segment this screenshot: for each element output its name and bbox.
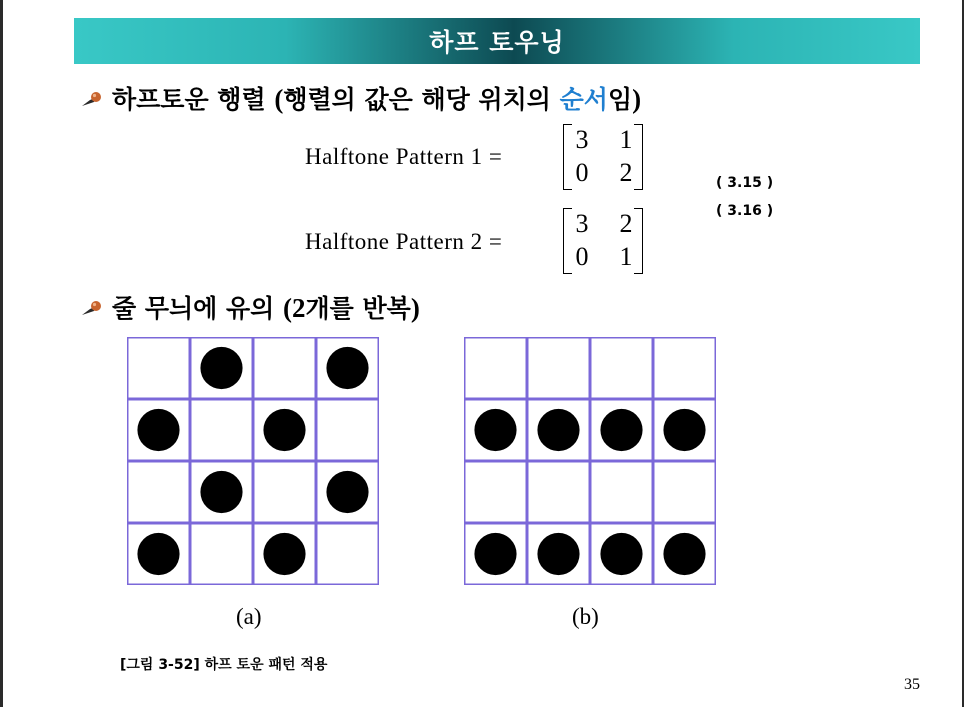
grid-cell — [128, 462, 190, 523]
halftone-grid-b — [464, 337, 716, 585]
heading-text: 줄 무늬에 유의 — [112, 294, 284, 323]
heading-text-end: 임 — [607, 85, 633, 114]
halftone-dot — [537, 533, 579, 575]
equation-2-number: ( 3.16 ) — [716, 203, 774, 219]
matrix-cell: 0 — [575, 158, 589, 187]
heading-accent-word: 순서 — [559, 85, 608, 114]
figure-caption: [그림 3-52] 하프 토운 패턴 적용 — [120, 657, 328, 673]
halftone-dot — [137, 533, 179, 575]
grid-cell — [465, 338, 527, 399]
halftone-dot — [200, 347, 242, 389]
halftone-dot — [263, 409, 305, 451]
matrix-cell: 1 — [619, 125, 633, 154]
matrix-cell: 1 — [619, 242, 633, 271]
grid-cell — [191, 524, 253, 585]
grid-cell — [654, 338, 716, 399]
heading-paren-open: ( — [283, 293, 293, 323]
bullet-pin-icon — [80, 297, 106, 319]
halftone-dot — [474, 533, 516, 575]
halftone-dot — [663, 533, 705, 575]
halftone-dot — [663, 409, 705, 451]
halftone-dot — [137, 409, 179, 451]
slide-title-bar — [74, 18, 920, 64]
heading-number: 2 — [292, 293, 306, 323]
equation-1-label: Halftone Pattern 1 = — [305, 144, 503, 169]
grid-cell — [317, 400, 379, 461]
grid-cell — [528, 462, 590, 523]
halftone-dot — [600, 409, 642, 451]
matrix-cell: 3 — [575, 209, 589, 238]
heading-text: 하프토운 행렬 — [112, 85, 275, 114]
grid-cell — [128, 338, 190, 399]
grid-cell — [591, 462, 653, 523]
equation-1-matrix — [563, 124, 643, 190]
page-number: 35 — [904, 676, 920, 693]
grid-cell — [465, 462, 527, 523]
matrix-cell: 3 — [575, 125, 589, 154]
bullet-pin-icon — [80, 88, 106, 110]
left-frame-border — [0, 0, 3, 707]
figure-b-label: (b) — [572, 604, 599, 629]
grid-cell — [591, 338, 653, 399]
grid-cell — [254, 338, 316, 399]
halftone-dot — [537, 409, 579, 451]
section-heading-stripe-note — [112, 289, 420, 325]
equation-1-number: ( 3.15 ) — [716, 175, 774, 191]
heading-text-mid: 행렬의 값은 해당 위치의 — [283, 85, 560, 114]
section-heading-halftone-matrix — [112, 80, 641, 116]
grid-cell — [254, 462, 316, 523]
equation-2-matrix — [563, 208, 643, 274]
slide-title: 하프 토우닝 — [429, 28, 565, 57]
figure-a-label: (a) — [236, 604, 262, 629]
halftone-dot — [474, 409, 516, 451]
halftone-grid-a — [127, 337, 379, 585]
matrix-cell: 2 — [619, 158, 633, 187]
halftone-dot — [326, 347, 368, 389]
grid-cell — [191, 400, 253, 461]
halftone-dot — [263, 533, 305, 575]
grid-cell — [528, 338, 590, 399]
equation-2-label: Halftone Pattern 2 = — [305, 229, 503, 254]
heading-paren-close: ) — [632, 84, 642, 114]
heading-text-rest: 개를 반복 — [305, 294, 411, 323]
heading-paren-open: ( — [274, 84, 284, 114]
heading-paren-close: ) — [410, 293, 420, 323]
halftone-dot — [600, 533, 642, 575]
grid-cell — [317, 524, 379, 585]
matrix-cell: 0 — [575, 242, 589, 271]
matrix-cell: 2 — [619, 209, 633, 238]
halftone-dot — [326, 471, 368, 513]
halftone-dot — [200, 471, 242, 513]
grid-cell — [654, 462, 716, 523]
